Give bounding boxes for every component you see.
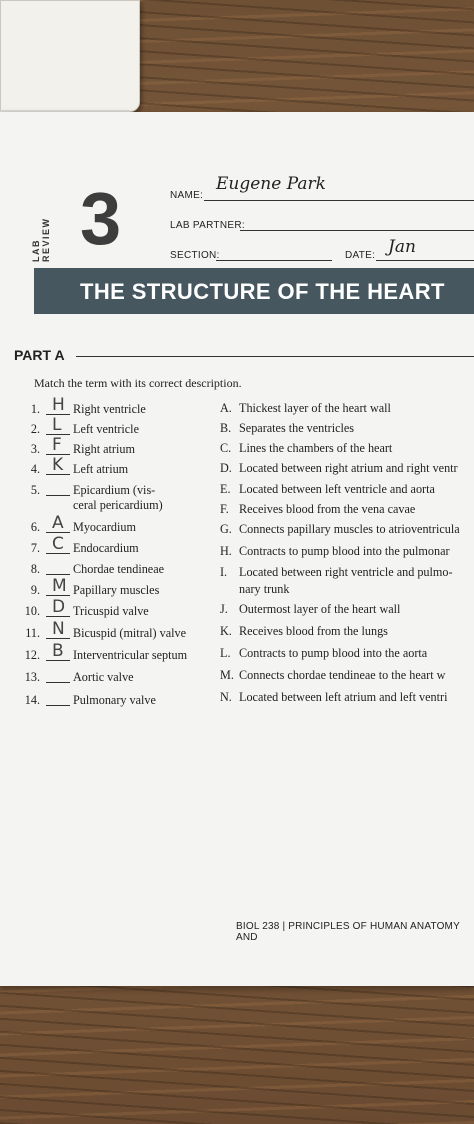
term-number: 10. [24,604,40,618]
term-text: Aortic valve [73,670,134,684]
description-text: Separates the ventricles [239,421,355,435]
term-number: 6. [30,520,40,534]
term-number: 13. [24,670,40,684]
notebook [0,0,140,112]
description-letter: K. [220,624,232,638]
description-letter: N. [220,690,232,704]
answer-letter[interactable]: L [52,415,62,435]
term-text: Left ventricle [73,422,139,436]
term-text-continued: ceral pericardium) [73,498,163,512]
lab-partner-line[interactable] [240,230,474,231]
description-letter: I. [220,565,228,579]
description-letter: L. [220,646,231,660]
section-line[interactable] [216,260,332,261]
lab-partner-label: LAB PARTNER: [170,220,245,231]
description-text: Receives blood from the vena cavae [239,502,416,516]
answer-letter[interactable]: F [52,435,62,455]
description-letter: D. [220,461,232,475]
term-text: Left atrium [73,462,129,476]
term-number: 8. [30,562,40,576]
description-text: Contracts to pump blood into the aorta [239,646,428,660]
term-number: 9. [30,583,40,597]
term-text: Pulmonary valve [73,693,156,707]
description-text: Outermost layer of the heart wall [239,602,401,616]
answer-letter[interactable]: M [52,576,67,596]
part-rule [76,356,474,357]
description-text: Located between right ventricle and pulmo- [239,565,453,579]
description-text-continued: nary trunk [239,582,290,596]
date-line [376,260,474,261]
course-footer: BIOL 238 | PRINCIPLES OF HUMAN ANATOMY AND [236,921,460,943]
description-letter: H. [220,544,232,558]
page-title: THE STRUCTURE OF THE HEART [80,279,445,304]
description-letter: J. [220,602,228,616]
description-text: Located between right atrium and right ventr [239,461,458,475]
description-letter: M. [220,668,234,682]
answer-letter[interactable]: A [52,513,64,533]
term-text: Epicardium (vis- [73,483,156,497]
description-letter: F. [220,502,229,516]
term-text: Tricuspid valve [73,604,149,618]
name-line [204,200,474,201]
term-number: 5. [30,483,40,497]
term-text: Endocardium [73,541,139,555]
answer-blank[interactable] [46,670,70,683]
answer-blank[interactable] [46,693,70,706]
answer-blank[interactable] [46,483,70,496]
description-letter: E. [220,482,231,496]
term-text: Interventricular septum [73,648,188,662]
section-label: SECTION: [170,250,220,261]
description-text: Receives blood from the lungs [239,624,388,638]
description-letter: C. [220,441,232,455]
answer-letter[interactable]: B [52,641,64,661]
answer-blank[interactable] [46,562,70,575]
term-number: 14. [24,693,40,707]
description-text: Located between left atrium and left ventri [239,690,448,704]
name-value[interactable]: Eugene Park [216,174,326,194]
description-text: Located between left ventricle and aorta [239,482,435,496]
term-text: Bicuspid (mitral) valve [73,626,187,640]
description-text: Connects chordae tendineae to the heart w [239,668,446,682]
term-number: 3. [30,442,40,456]
term-number: 2. [30,422,40,436]
term-number: 1. [30,402,40,416]
term-number: 12. [24,648,40,662]
term-number: 4. [30,462,40,476]
answer-letter[interactable]: K [52,455,64,475]
description-text: Connects papillary muscles to atrioventricula [239,522,460,536]
answer-letter[interactable]: D [52,597,66,617]
term-text: Right atrium [73,442,135,456]
term-text: Right ventricle [73,402,146,416]
term-number: 7. [30,541,40,555]
description-text: Contracts to pump blood into the pulmonar [239,544,450,558]
term-number: 11. [25,626,40,640]
date-label: DATE: [345,250,376,261]
answer-letter[interactable]: H [52,395,65,415]
answer-letter[interactable]: C [52,534,64,554]
term-text: Myocardium [73,520,136,534]
date-value[interactable]: Jan [388,237,416,257]
answer-letter[interactable]: N [52,619,65,639]
description-text: Thickest layer of the heart wall [239,401,391,415]
term-text: Papillary muscles [73,583,160,597]
lab-review-label: LAB REVIEW [31,217,51,262]
instruction-text: Match the term with its correct description. [34,376,242,390]
description-letter: G. [220,522,232,536]
description-letter: B. [220,421,232,435]
part-heading: PART A [14,347,65,363]
description-letter: A. [220,401,232,415]
name-label: NAME: [170,190,204,201]
term-text: Chordae tendineae [73,562,165,576]
lab-number: 3 [80,177,122,260]
description-text: Lines the chambers of the heart [239,441,393,455]
